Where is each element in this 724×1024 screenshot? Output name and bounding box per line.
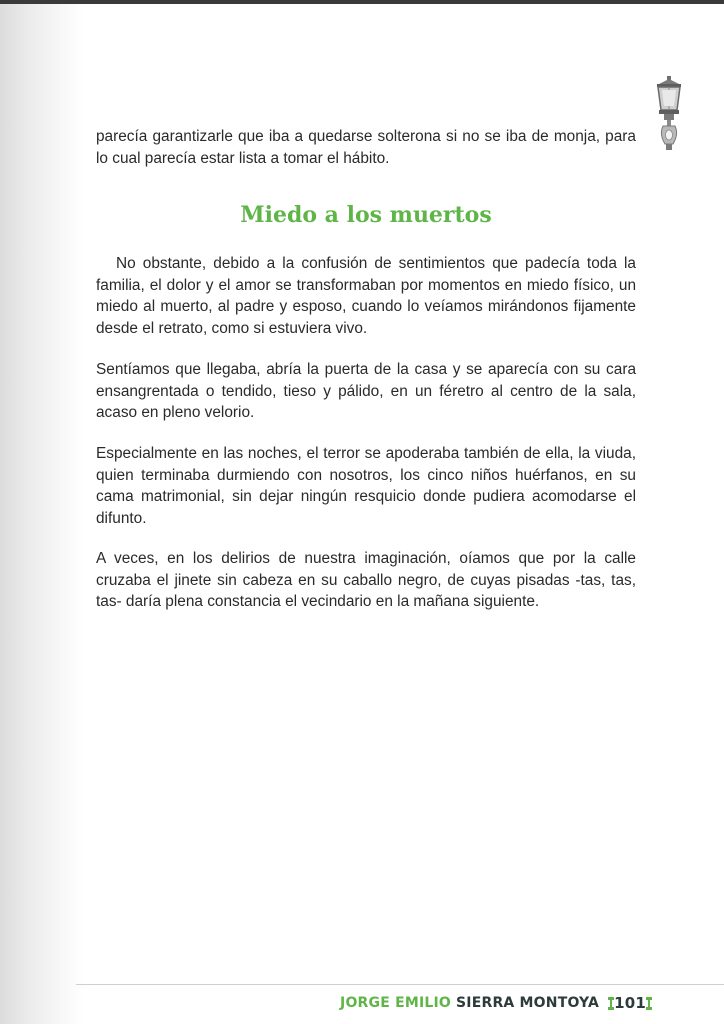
body-paragraph-3: Especialmente en las noches, el terror se apoderaba también de ella, la viuda, quien terminaba durmiendo con nosotros, los cinco niños huérfanos, en su cama matrimonial, sin dejar ningún resquicio donde pudiera acomodarse el difunto.: [96, 445, 636, 527]
author-first-name: JORGE EMILIO: [340, 995, 452, 1011]
street-lamp-icon: [651, 74, 687, 158]
top-edge-bar: [0, 0, 724, 4]
page-footer: [340, 994, 652, 1012]
section-heading: Miedo a los muertos: [240, 202, 492, 228]
page-number: 101: [614, 994, 646, 1012]
page-number-badge: [608, 994, 652, 1012]
footer-divider: [76, 984, 724, 985]
author-last-name: SIERRA MONTOYA: [456, 995, 600, 1011]
body-paragraph-4: A veces, en los delirios de nuestra imaginación, oíamos que por la calle cruzaba el jinete sin cabeza en su caballo negro, de cuyas pisadas -tas, tas, tas- daría plena constancia el vecindario en la mañana siguiente.: [96, 550, 636, 610]
intro-paragraph: parecía garantizarle que iba a quedarse solterona si no se iba de monja, para lo cual parecía estar lista a tomar el hábito.: [96, 128, 636, 167]
body-paragraph-2: Sentíamos que llegaba, abría la puerta de la casa y se aparecía con su cara ensangrentada o tendido, tieso y pálido, en un féretro al centro de la sala, acaso en pleno velorio.: [96, 361, 636, 421]
page-spine-shadow: [0, 4, 84, 1024]
page-number-right-ornament-icon: [646, 997, 652, 1010]
body-paragraph-1: No obstante, debido a la confusión de sentimientos que padecía toda la familia, el dolor y el amor se transformaban por momentos en miedo físico, un miedo al muerto, al padre y esposo, cuando lo veíamos mirándonos fijamente desde el retrato, como si estuviera vivo.: [96, 255, 636, 337]
page-number-left-ornament-icon: [608, 997, 614, 1010]
